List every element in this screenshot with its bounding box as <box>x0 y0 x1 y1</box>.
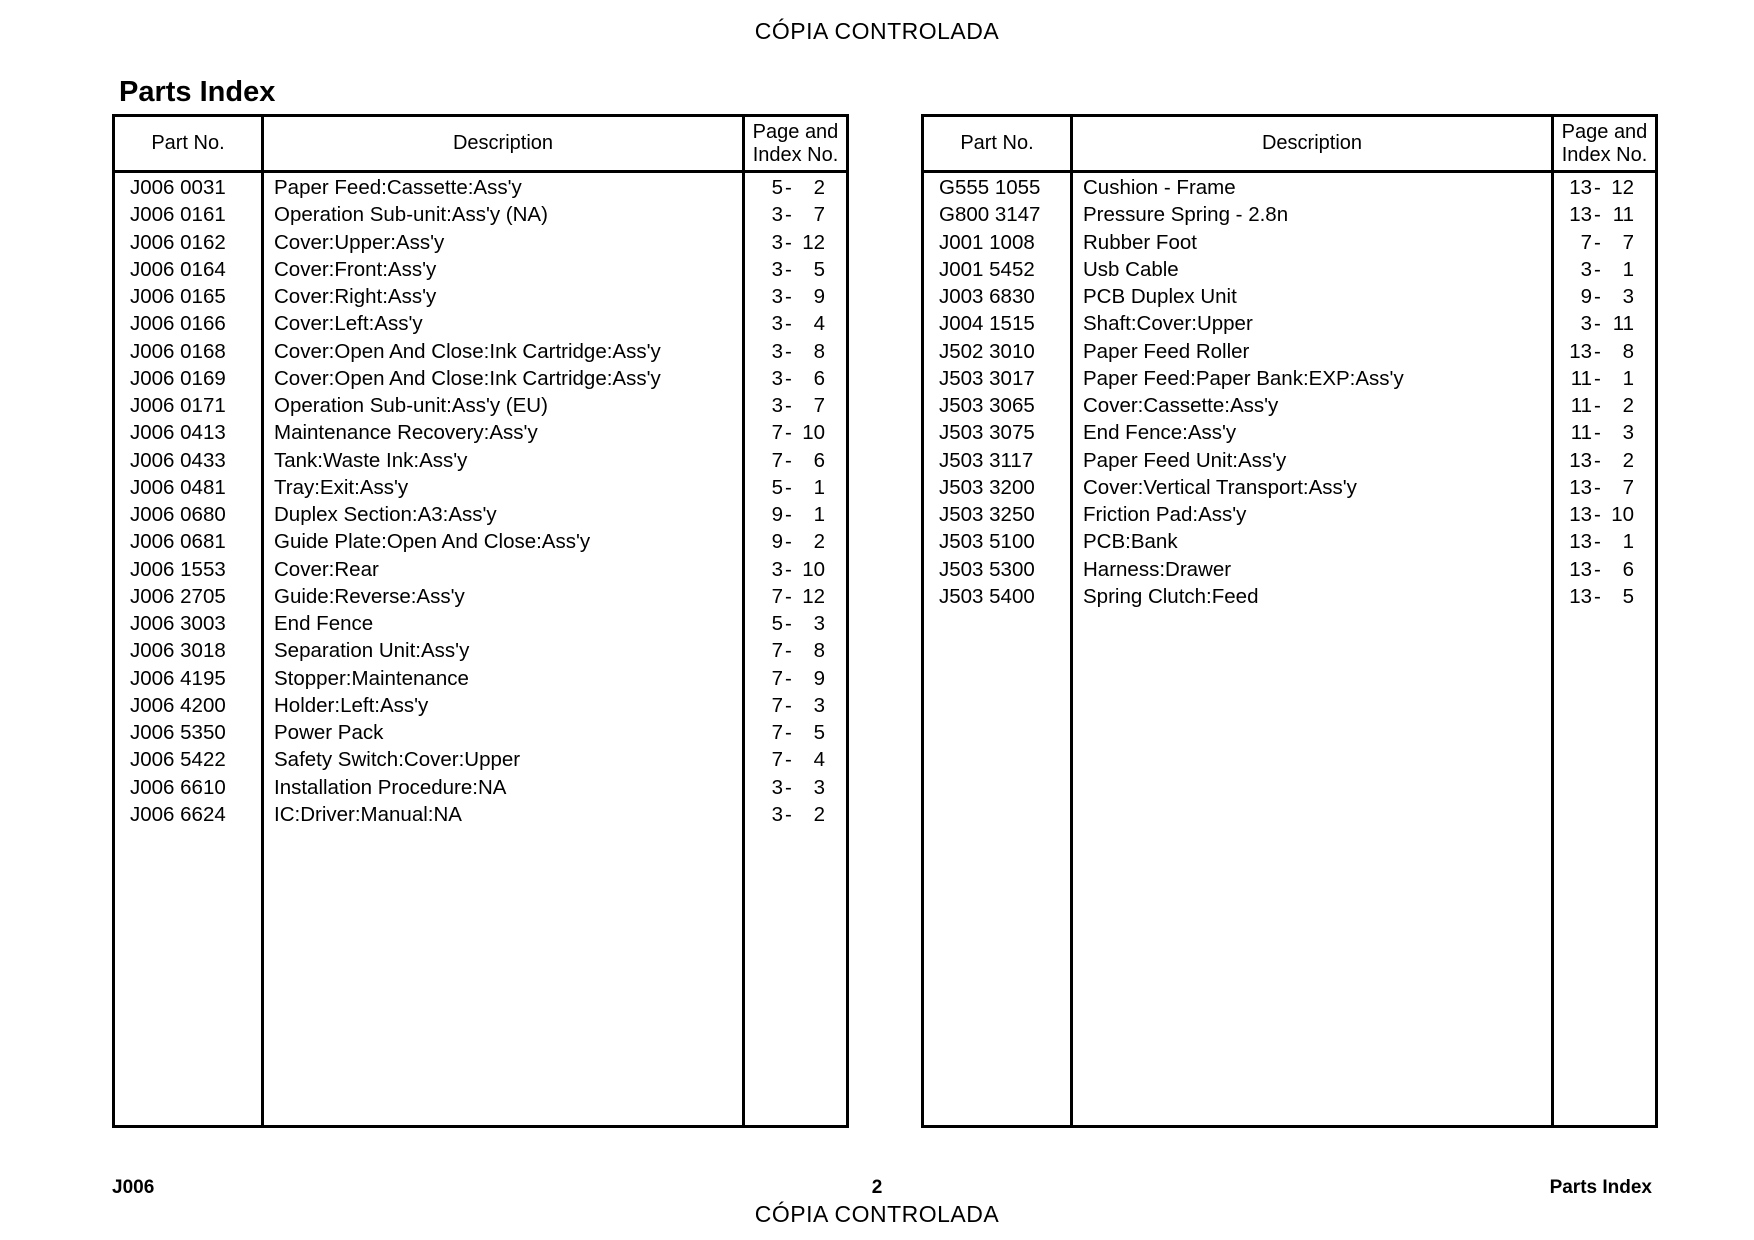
part-description: Cover:Upper:Ass'y <box>274 230 445 254</box>
index-number: 4 <box>813 748 825 772</box>
part-number: J006 0166 <box>130 312 226 336</box>
part-number: J003 6830 <box>939 285 1035 308</box>
page-index-separator: - <box>785 802 792 826</box>
page-number: 13 <box>1569 448 1592 472</box>
page-number: 3 <box>771 339 783 363</box>
page-number: 3 <box>771 203 783 227</box>
page-number: 3 <box>771 285 783 308</box>
part-description: Cover:Left:Ass'y <box>274 312 423 336</box>
part-number: J502 3010 <box>939 339 1035 363</box>
index-number: 5 <box>813 721 825 744</box>
table-row <box>115 446 846 473</box>
page-index-separator: - <box>1594 366 1601 390</box>
part-number: J006 3018 <box>130 639 226 663</box>
index-number: 9 <box>813 666 825 690</box>
table-row <box>115 609 846 636</box>
index-number: 1 <box>813 475 825 499</box>
page-index-separator: - <box>785 557 792 581</box>
part-description: Shaft:Cover:Upper <box>1083 312 1253 336</box>
part-description: Spring Clutch:Feed <box>1083 584 1259 608</box>
table-row <box>115 282 846 309</box>
page-index-separator: - <box>785 475 792 499</box>
part-description: Stopper:Maintenance <box>274 666 469 690</box>
col-header-part-no: Part No. <box>151 132 225 154</box>
page-index-separator: - <box>785 503 792 526</box>
table-row <box>115 418 846 445</box>
index-number: 10 <box>802 421 825 445</box>
table-row <box>115 228 846 255</box>
col-header-part-no: Part No. <box>960 132 1034 154</box>
col-header-page-index-line2: Index No. <box>752 143 839 166</box>
table-row <box>115 664 846 691</box>
col-header-page-index-line1: Page and <box>752 120 839 143</box>
part-number: J006 0031 <box>130 176 226 199</box>
part-description: IC:Driver:Manual:NA <box>274 802 462 826</box>
part-number: J006 0169 <box>130 366 226 390</box>
part-description: Usb Cable <box>1083 257 1179 281</box>
part-description: Paper Feed:Paper Bank:EXP:Ass'y <box>1083 366 1404 390</box>
page-number: 7 <box>771 721 783 744</box>
page-number: 3 <box>771 557 783 581</box>
table-row <box>115 500 846 527</box>
part-description: Separation Unit:Ass'y <box>274 639 470 663</box>
page-index-separator: - <box>1594 503 1601 526</box>
part-description: PCB Duplex Unit <box>1083 285 1237 308</box>
index-number: 5 <box>813 257 825 281</box>
index-number: 8 <box>1622 339 1634 363</box>
part-description: Pressure Spring - 2.8n <box>1083 203 1289 227</box>
page-index-separator: - <box>1594 230 1601 254</box>
controlled-copy-footer: CÓPIA CONTROLADA <box>754 1201 1000 1227</box>
part-number: J006 5422 <box>130 748 226 772</box>
part-description: Tank:Waste Ink:Ass'y <box>274 448 468 472</box>
footer-page-number: 2 <box>871 1177 883 1198</box>
part-description: Holder:Left:Ass'y <box>274 693 429 717</box>
index-number: 2 <box>813 530 825 554</box>
part-number: J006 0681 <box>130 530 226 554</box>
page-index-separator: - <box>1594 176 1601 199</box>
page-number: 13 <box>1569 475 1592 499</box>
index-number: 7 <box>813 203 825 227</box>
table-row <box>924 282 1655 309</box>
table-row <box>115 745 846 772</box>
page-index-separator: - <box>785 775 792 799</box>
part-description: Paper Feed Unit:Ass'y <box>1083 448 1287 472</box>
page-index-separator: - <box>785 394 792 417</box>
part-description: End Fence <box>274 612 374 635</box>
part-number: J006 6610 <box>130 775 226 799</box>
page-number: 13 <box>1569 557 1592 581</box>
part-description: Safety Switch:Cover:Upper <box>274 748 521 772</box>
page-number: 7 <box>1580 230 1592 254</box>
part-description: Cover:Front:Ass'y <box>274 257 437 281</box>
page-number: 13 <box>1569 530 1592 554</box>
part-description: Harness:Drawer <box>1083 557 1232 581</box>
part-number: J006 0162 <box>130 230 226 254</box>
page-number: 13 <box>1569 503 1592 526</box>
index-number: 2 <box>813 802 825 826</box>
part-number: J503 5400 <box>939 584 1035 608</box>
page-title: Parts Index <box>119 76 276 108</box>
page-number: 7 <box>771 666 783 690</box>
part-number: J503 3065 <box>939 394 1035 417</box>
table-row <box>924 555 1655 582</box>
page-index-separator: - <box>1594 557 1601 581</box>
page-index-separator: - <box>1594 530 1601 554</box>
part-description: Cover:Right:Ass'y <box>274 285 437 308</box>
page-index-separator: - <box>785 366 792 390</box>
part-number: J006 0165 <box>130 285 226 308</box>
part-description: Cover:Cassette:Ass'y <box>1083 394 1279 417</box>
page-index-separator: - <box>785 421 792 445</box>
part-description: Maintenance Recovery:Ass'y <box>274 421 538 445</box>
parts-table-left <box>112 114 849 1128</box>
index-number: 8 <box>813 639 825 663</box>
part-number: J006 4200 <box>130 693 226 717</box>
table-row <box>115 555 846 582</box>
index-number: 7 <box>1622 230 1634 254</box>
index-number: 11 <box>1612 312 1634 336</box>
part-number: J006 0481 <box>130 475 226 499</box>
footer-model-code: J006 <box>112 1177 155 1198</box>
page-number: 7 <box>771 584 783 608</box>
controlled-copy-header: CÓPIA CONTROLADA <box>754 18 1000 44</box>
part-number: J006 0168 <box>130 339 226 363</box>
page-index-separator: - <box>1594 257 1601 281</box>
part-number: J006 6624 <box>130 802 226 826</box>
page-number: 3 <box>1580 312 1592 336</box>
part-description: Tray:Exit:Ass'y <box>274 475 409 499</box>
index-number: 2 <box>1622 394 1634 417</box>
index-number: 6 <box>1622 557 1634 581</box>
page-index-separator: - <box>1594 394 1601 417</box>
page-index-separator: - <box>785 448 792 472</box>
part-number: J006 5350 <box>130 721 226 744</box>
table-row <box>115 691 846 718</box>
col-header-page-index <box>1554 117 1655 170</box>
part-description: Duplex Section:A3:Ass'y <box>274 503 497 526</box>
table-row <box>924 391 1655 418</box>
page-number: 7 <box>771 639 783 663</box>
part-description: End Fence:Ass'y <box>1083 421 1237 445</box>
part-number: J503 5100 <box>939 530 1035 554</box>
page-index-separator: - <box>785 639 792 663</box>
page-number: 9 <box>771 503 783 526</box>
page-number: 13 <box>1569 176 1592 199</box>
index-number: 12 <box>1611 176 1634 199</box>
index-number: 3 <box>1622 285 1634 308</box>
part-description: Paper Feed Roller <box>1083 339 1250 363</box>
page-number: 7 <box>771 693 783 717</box>
part-description: Paper Feed:Cassette:Ass'y <box>274 176 522 199</box>
part-number: J503 3200 <box>939 475 1035 499</box>
table-row <box>115 309 846 336</box>
index-number: 2 <box>1622 448 1634 472</box>
table-row <box>924 473 1655 500</box>
page-number: 3 <box>771 394 783 417</box>
part-number: J006 1553 <box>130 557 226 581</box>
index-number: 2 <box>813 176 825 199</box>
page-number: 7 <box>771 748 783 772</box>
table-row <box>924 255 1655 282</box>
table-row <box>924 527 1655 554</box>
table-row <box>924 200 1655 227</box>
page-index-separator: - <box>1594 584 1601 608</box>
part-description: Cover:Open And Close:Ink Cartridge:Ass'y <box>274 339 661 363</box>
index-number: 7 <box>813 394 825 417</box>
table-row <box>115 636 846 663</box>
table-row <box>924 228 1655 255</box>
table-row <box>115 364 846 391</box>
page-index-separator: - <box>785 176 792 199</box>
part-number: J503 3117 <box>939 448 1034 472</box>
index-number: 3 <box>813 612 825 635</box>
page-index-separator: - <box>785 285 792 308</box>
table-row <box>115 718 846 745</box>
part-description: Guide Plate:Open And Close:Ass'y <box>274 530 591 554</box>
part-number: J006 0171 <box>130 394 226 417</box>
page-index-separator: - <box>785 666 792 690</box>
part-description: Rubber Foot <box>1083 230 1197 254</box>
page-number: 3 <box>1580 257 1592 281</box>
col-header-description: Description <box>452 132 554 154</box>
page-index-separator: - <box>1594 421 1601 445</box>
page-number: 5 <box>771 475 783 499</box>
table-rows <box>115 173 846 827</box>
part-number: J006 0680 <box>130 503 226 526</box>
part-number: J004 1515 <box>939 312 1035 336</box>
page-number: 3 <box>771 775 783 799</box>
table-row <box>115 800 846 827</box>
page-index-separator: - <box>1594 475 1601 499</box>
page-number: 11 <box>1570 366 1592 390</box>
table-row <box>115 391 846 418</box>
part-number: J006 3003 <box>130 612 226 635</box>
index-number: 12 <box>802 230 825 254</box>
table-row <box>924 309 1655 336</box>
page-index-separator: - <box>785 584 792 608</box>
part-number: J503 3017 <box>939 366 1035 390</box>
index-number: 6 <box>813 366 825 390</box>
page-number: 3 <box>771 312 783 336</box>
table-row <box>924 446 1655 473</box>
part-number: J006 0164 <box>130 257 226 281</box>
part-number: G555 1055 <box>939 176 1041 199</box>
col-header-page-index <box>745 117 846 170</box>
part-number: J006 2705 <box>130 584 226 608</box>
index-number: 10 <box>802 557 825 581</box>
part-description: Operation Sub-unit:Ass'y (EU) <box>274 394 548 417</box>
part-description: Operation Sub-unit:Ass'y (NA) <box>274 203 548 227</box>
table-row <box>115 527 846 554</box>
page-number: 9 <box>771 530 783 554</box>
page-index-separator: - <box>785 748 792 772</box>
table-row <box>115 173 846 200</box>
page-number: 11 <box>1570 394 1592 417</box>
part-number: J001 5452 <box>939 257 1035 281</box>
part-description: Installation Procedure:NA <box>274 775 507 799</box>
index-number: 1 <box>1622 530 1634 554</box>
table-row <box>115 255 846 282</box>
part-number: J503 5300 <box>939 557 1035 581</box>
page-index-separator: - <box>785 257 792 281</box>
index-number: 8 <box>813 339 825 363</box>
part-number: J006 0433 <box>130 448 226 472</box>
part-description: Friction Pad:Ass'y <box>1083 503 1247 526</box>
index-number: 7 <box>1622 475 1634 499</box>
page-index-separator: - <box>785 530 792 554</box>
table-rows <box>924 173 1655 609</box>
part-number: J503 3075 <box>939 421 1035 445</box>
part-number: J006 4195 <box>130 666 226 690</box>
part-description: Guide:Reverse:Ass'y <box>274 584 465 608</box>
part-number: J001 1008 <box>939 230 1035 254</box>
page-index-separator: - <box>1594 285 1601 308</box>
page-number: 13 <box>1569 339 1592 363</box>
table-row <box>924 173 1655 200</box>
page-index-separator: - <box>785 612 792 635</box>
table-row <box>924 582 1655 609</box>
page-number: 5 <box>771 176 783 199</box>
part-number: J503 3250 <box>939 503 1035 526</box>
table-row <box>924 364 1655 391</box>
col-header-page-index-line1: Page and <box>1561 120 1648 143</box>
part-description: PCB:Bank <box>1083 530 1178 554</box>
col-header-page-index-line2: Index No. <box>1561 143 1648 166</box>
index-number: 3 <box>813 775 825 799</box>
part-description: Cover:Open And Close:Ink Cartridge:Ass'y <box>274 366 661 390</box>
index-number: 1 <box>813 503 825 526</box>
table-row <box>115 337 846 364</box>
page-index-separator: - <box>1594 339 1601 363</box>
table-row <box>115 773 846 800</box>
part-number: G800 3147 <box>939 203 1041 227</box>
index-number: 3 <box>813 693 825 717</box>
page-number: 9 <box>1580 285 1592 308</box>
part-description: Cushion - Frame <box>1083 176 1236 199</box>
part-description: Cover:Vertical Transport:Ass'y <box>1083 475 1357 499</box>
table-row <box>115 473 846 500</box>
page-number: 5 <box>771 612 783 635</box>
index-number: 1 <box>1622 257 1634 281</box>
table-row <box>115 582 846 609</box>
page-number: 13 <box>1569 584 1592 608</box>
page-number: 7 <box>771 448 783 472</box>
page-index-separator: - <box>785 203 792 227</box>
page-index-separator: - <box>1594 448 1601 472</box>
index-number: 4 <box>813 312 825 336</box>
table-row <box>924 418 1655 445</box>
page-number: 7 <box>771 421 783 445</box>
index-number: 9 <box>813 285 825 308</box>
page-number: 3 <box>771 230 783 254</box>
index-number: 6 <box>813 448 825 472</box>
page-index-separator: - <box>785 230 792 254</box>
page-number: 13 <box>1569 203 1592 227</box>
part-description: Cover:Rear <box>274 557 379 581</box>
page-index-separator: - <box>785 721 792 744</box>
page-number: 3 <box>771 257 783 281</box>
page-index-separator: - <box>1594 203 1601 227</box>
table-row <box>924 500 1655 527</box>
page-index-separator: - <box>785 312 792 336</box>
table-row <box>115 200 846 227</box>
part-description: Power Pack <box>274 721 384 744</box>
part-number: J006 0413 <box>130 421 226 445</box>
page-index-separator: - <box>785 693 792 717</box>
page-number: 11 <box>1570 421 1592 445</box>
col-header-description: Description <box>1261 132 1363 154</box>
parts-table-right <box>921 114 1658 1128</box>
index-number: 10 <box>1611 503 1634 526</box>
footer-section-title: Parts Index <box>1549 1177 1652 1198</box>
page-index-separator: - <box>1594 312 1601 336</box>
index-number: 12 <box>802 584 825 608</box>
page-index-separator: - <box>785 339 792 363</box>
index-number: 3 <box>1622 421 1634 445</box>
table-row <box>924 337 1655 364</box>
index-number: 1 <box>1622 366 1634 390</box>
index-number: 5 <box>1622 584 1634 608</box>
index-number: 11 <box>1612 203 1634 227</box>
page-number: 3 <box>771 366 783 390</box>
page-number: 3 <box>771 802 783 826</box>
part-number: J006 0161 <box>130 203 226 227</box>
